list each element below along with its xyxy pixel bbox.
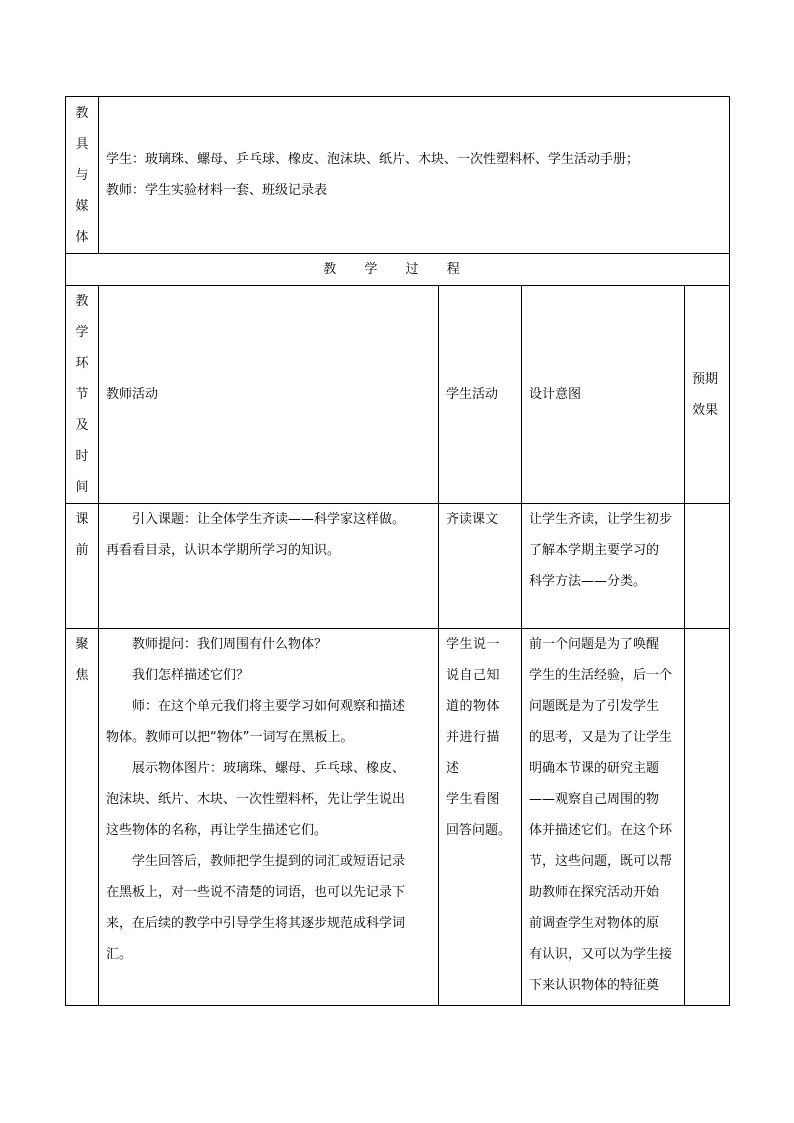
process-title-row xyxy=(66,254,730,286)
student-text-line: 说自己知 xyxy=(446,668,501,683)
intent-text-line: 科学方法——分类。 xyxy=(529,574,647,589)
teacher-activity-header: 教师活动 xyxy=(99,286,439,504)
teacher-activity-cell xyxy=(99,504,439,629)
stage-header-char: 教 xyxy=(75,294,89,309)
table-row xyxy=(66,629,730,1006)
stage-header-char: 间 xyxy=(75,480,89,495)
teacher-text-line: 学生回答后，教师把学生提到的词汇或短语记录 xyxy=(132,854,406,869)
teacher-text-line: 来，在后续的教学中引导学生将其逐步规范成科学词 xyxy=(106,916,406,931)
process-title: 教 学 过 程 xyxy=(66,254,730,286)
media-label-char: 体 xyxy=(75,229,89,245)
header-row xyxy=(66,286,730,504)
teacher-activity-cell xyxy=(99,629,439,1006)
intent-text-line: 的思考，又是为了让学生 xyxy=(529,730,673,745)
intent-text-line: 问题既是为了引发学生 xyxy=(529,699,660,714)
student-activity-cell xyxy=(439,504,522,629)
stage-cell xyxy=(66,629,99,1006)
student-activity-header: 学生活动 xyxy=(439,286,522,504)
teacher-text-line: 汇。 xyxy=(106,947,133,962)
intent-text-line: 助教师在探究活动开始 xyxy=(529,885,660,900)
student-text-line: 并进行描 xyxy=(446,730,501,745)
intent-text-line: 有认识，又可以为学生接 xyxy=(529,947,673,962)
expected-effect-header xyxy=(685,286,730,504)
expected-effect-cell xyxy=(685,504,730,629)
lesson-plan-table xyxy=(65,96,730,1006)
intent-text-line: ——观察自己周围的物 xyxy=(529,792,660,807)
stage-header-char: 环 xyxy=(75,356,89,371)
expected-effect-line: 效果 xyxy=(692,402,719,418)
student-text-line: 回答问题。 xyxy=(446,823,512,838)
design-intent-cell xyxy=(522,504,685,629)
student-activity-cell xyxy=(439,629,522,1006)
teacher-materials-line: 教师：学生实验材料一套、班级记录表 xyxy=(106,183,328,198)
teacher-text-line: 我们怎样描述它们？ xyxy=(132,668,250,683)
intent-text-line: 节，这些问题，既可以帮 xyxy=(529,854,673,869)
teacher-text-line: 物体。教师可以把“物体”一词写在黑板上。 xyxy=(106,730,354,745)
teacher-text-line: 引入课题：让全体学生齐读——科学家这样做。 xyxy=(132,512,406,527)
stage-header-char: 节 xyxy=(75,387,89,402)
intent-text-line: 让学生齐读，让学生初步 xyxy=(529,512,673,527)
stage-header-char: 时 xyxy=(75,449,89,464)
media-label-char: 媒 xyxy=(75,198,89,214)
intent-text-line: 了解本学期主要学习的 xyxy=(529,543,660,558)
student-text-line: 述 xyxy=(446,761,460,776)
teacher-text-line: 展示物体图片：玻璃珠、螺母、乒乓球、橡皮、 xyxy=(132,761,406,776)
intent-text-line: 下来认识物体的特征奠 xyxy=(529,978,660,993)
student-text-line: 齐读课文 xyxy=(446,512,499,527)
media-row xyxy=(66,97,730,254)
intent-text-line: 学生的生活经验，后一个 xyxy=(529,668,673,683)
table-row xyxy=(66,504,730,629)
teacher-text-line: 教师提问：我们周围有什么物体？ xyxy=(132,637,328,652)
student-text-line: 道的物体 xyxy=(446,699,501,714)
media-content-cell xyxy=(99,97,730,254)
expected-effect-line: 预期 xyxy=(692,371,719,387)
stage-header-char: 学 xyxy=(75,325,89,340)
media-label-char: 教 xyxy=(75,105,89,121)
stage-cell xyxy=(66,504,99,629)
intent-text-line: 前调查学生对物体的原 xyxy=(529,916,660,931)
teacher-text-line: 在黑板上，对一些说不清楚的词语，也可以先记录下 xyxy=(106,885,406,900)
stage-char: 焦 xyxy=(75,668,89,683)
teacher-text-line: 再看看目录，认识本学期所学习的知识。 xyxy=(106,543,341,558)
media-label-char: 具 xyxy=(75,136,89,152)
students-materials-line: 学生：玻璃珠、螺母、乒乓球、橡皮、泡沫块、纸片、木块、一次性塑料杯、学生活动手册； xyxy=(106,152,640,167)
stage-header-char: 及 xyxy=(75,418,89,433)
teacher-text-line: 这些物体的名称，再让学生描述它们。 xyxy=(106,823,328,838)
teacher-text-line: 泡沫块、纸片、木块、一次性塑料杯，先让学生说出 xyxy=(106,792,406,807)
teacher-text-line: 师：在这个单元我们将主要学习如何观察和描述 xyxy=(132,699,406,714)
design-intent-cell xyxy=(522,629,685,1006)
stage-header-cell xyxy=(66,286,99,504)
stage-char: 课 xyxy=(75,512,89,527)
stage-char: 前 xyxy=(75,543,89,558)
media-label-cell xyxy=(66,97,99,254)
student-text-line: 学生说一 xyxy=(446,637,501,652)
student-text-line: 学生看图 xyxy=(446,792,501,807)
intent-text-line: 体并描述它们。在这个环 xyxy=(529,823,673,838)
stage-char: 聚 xyxy=(75,637,89,652)
design-intent-header: 设计意图 xyxy=(522,286,685,504)
expected-effect-cell xyxy=(685,629,730,1006)
intent-text-line: 前一个问题是为了唤醒 xyxy=(529,637,660,652)
intent-text-line: 明确本节课的研究主题 xyxy=(529,761,660,776)
media-label-char: 与 xyxy=(75,167,89,183)
